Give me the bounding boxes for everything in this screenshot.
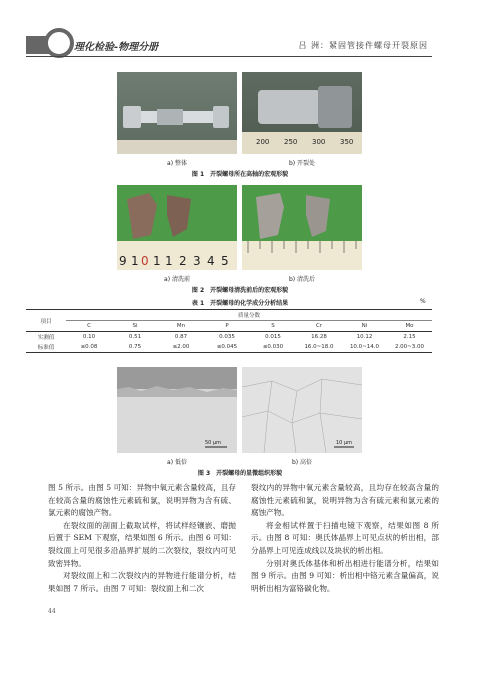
table-cell: 2.00~3.00 bbox=[394, 344, 425, 350]
table1 bbox=[26, 309, 432, 353]
group-header-cell: 质量分数 bbox=[66, 310, 432, 321]
ruler-digit: 1 bbox=[131, 254, 139, 268]
journal-logo-text: 理化检验-物理分册 bbox=[74, 42, 159, 53]
figure3-photo-a bbox=[117, 367, 237, 453]
table-cell: ≤0.030 bbox=[262, 344, 284, 350]
ruler-digit: 3 bbox=[193, 254, 201, 268]
ruler-digit: 2 bbox=[179, 254, 187, 268]
table-row bbox=[26, 332, 432, 343]
ruler-mark: 300 bbox=[312, 138, 326, 146]
column-header-cell: C bbox=[87, 323, 91, 329]
ruler-digit: 0 bbox=[141, 254, 149, 268]
table-row bbox=[26, 342, 432, 353]
table-cell: 2.15 bbox=[403, 334, 416, 340]
table-cell: 10.12 bbox=[356, 334, 373, 340]
table-cell: 0.015 bbox=[265, 334, 281, 340]
column-header-cell: S bbox=[271, 323, 275, 329]
figure2-caption: 图 2 开裂螺母清洗前后的宏观形貌 bbox=[191, 287, 289, 294]
ruler-digit: 1 bbox=[153, 254, 161, 268]
figure3-sub-b: b) 高倍 bbox=[291, 459, 313, 466]
ruler-mark: 200 bbox=[256, 138, 270, 146]
figure1-photo-a bbox=[117, 72, 237, 154]
ruler-digit: 9 bbox=[119, 254, 127, 268]
table-cell: ≤0.045 bbox=[216, 344, 238, 350]
ruler-digit: 5 bbox=[221, 254, 229, 268]
table-cell: 0.51 bbox=[128, 334, 142, 340]
paragraph: 将金相试样置于扫描电镜下观察，结果如图 8 所示。由图 8 可知：奥氏体晶界上可见点状的析出相，部分晶界上可见连成线以及块状的析出相。 bbox=[251, 520, 439, 555]
table-cell: 0.10 bbox=[82, 334, 96, 340]
table-cell: ≤2.00 bbox=[172, 344, 190, 350]
body-right-column bbox=[251, 482, 439, 595]
figure1-caption: 图 1 开裂螺母所在高轴的宏观形貌 bbox=[191, 171, 289, 178]
figure1-sub-b: b) 开裂处 bbox=[288, 160, 316, 167]
figure3-photo-b bbox=[242, 367, 362, 453]
table-cell: 0.87 bbox=[174, 334, 188, 340]
table1-title: 表 1 开裂螺母的化学成分分析结果 bbox=[191, 300, 289, 307]
scale-bar-label: 10 μm bbox=[336, 440, 353, 446]
paragraph: 图 5 所示。由图 5 可知：异物中氧元素含量较高，且存在较高含量的腐蚀性元素硫和氯，说明异物为含有硫、氯元素的腐蚀产物。 bbox=[48, 483, 236, 518]
table-cell: ≤0.08 bbox=[80, 344, 98, 350]
column-header-cell: Si bbox=[132, 323, 138, 329]
body-left-column bbox=[48, 482, 236, 595]
ruler-digit: 1 bbox=[165, 254, 173, 268]
figure2-sub-a: a) 清洗前 bbox=[164, 276, 190, 283]
journal-logo-ring bbox=[44, 28, 74, 58]
paragraph: 分别对奥氏体基体和析出相进行能谱分析，结果如图 9 所示。由图 9 可知：析出相中铬元素含量偏高，说明析出相为富铬碳化物。 bbox=[251, 558, 439, 593]
figure3-caption: 图 3 开裂螺母的显微组织形貌 bbox=[197, 470, 283, 477]
scale-bar-label: 50 μm bbox=[205, 440, 222, 446]
column-header-cell: Ni bbox=[361, 323, 368, 329]
figure2-sub-b: b) 清洗后 bbox=[288, 276, 316, 283]
paragraph: 对裂纹面上和二次裂纹内的异物进行能谱分析，结果如图 7 所示。由图 7 可知：裂纹面上和二次 bbox=[48, 571, 236, 593]
ruler-mark: 250 bbox=[284, 138, 298, 146]
row-header-cell: 项目 bbox=[40, 318, 52, 325]
figure2-photo-b bbox=[242, 185, 362, 270]
paragraph: 在裂纹面的剖面上截取试样，将试样经镶嵌、磨抛后置于 SEM 下观察，结果如图 6 所示。由图 6 可知：裂纹面上可见很多沿晶界扩展的二次裂纹，裂纹内可见致密异物。 bbox=[48, 520, 236, 568]
figure1-photo-b bbox=[242, 72, 362, 154]
column-header-cell: Mn bbox=[176, 323, 186, 329]
header-rule bbox=[26, 56, 432, 57]
table-cell: 0.75 bbox=[128, 344, 142, 350]
table-cell: 10.0~14.0 bbox=[349, 344, 380, 350]
table1-unit: % bbox=[420, 298, 426, 305]
row-label: 标准值 bbox=[37, 345, 55, 351]
ruler-digit: 4 bbox=[207, 254, 215, 268]
table-cell: 0.035 bbox=[219, 334, 235, 340]
page-number: 44 bbox=[48, 608, 56, 615]
running-title: 吕 洲：紧固管接件螺母开裂原因 bbox=[298, 41, 428, 50]
column-header-cell: Mo bbox=[405, 323, 414, 329]
figure2-photo-a bbox=[117, 185, 237, 270]
figure1-sub-a: a) 整体 bbox=[167, 160, 187, 167]
table-cell: 16.28 bbox=[311, 334, 327, 340]
column-header-cell: P bbox=[225, 323, 229, 329]
ruler-mark: 350 bbox=[340, 138, 354, 146]
paragraph: 裂纹内的异物中氧元素含量较高，且均存在较高含量的腐蚀性元素硫和氯，说明异物为含有硫元素和氯元素的腐蚀产物。 bbox=[251, 483, 439, 518]
table-cell: 16.0~18.0 bbox=[304, 344, 334, 350]
row-label: 实测值 bbox=[37, 335, 55, 341]
column-header-cell: Cr bbox=[315, 323, 323, 329]
figure3-sub-a: a) 低倍 bbox=[167, 459, 187, 466]
